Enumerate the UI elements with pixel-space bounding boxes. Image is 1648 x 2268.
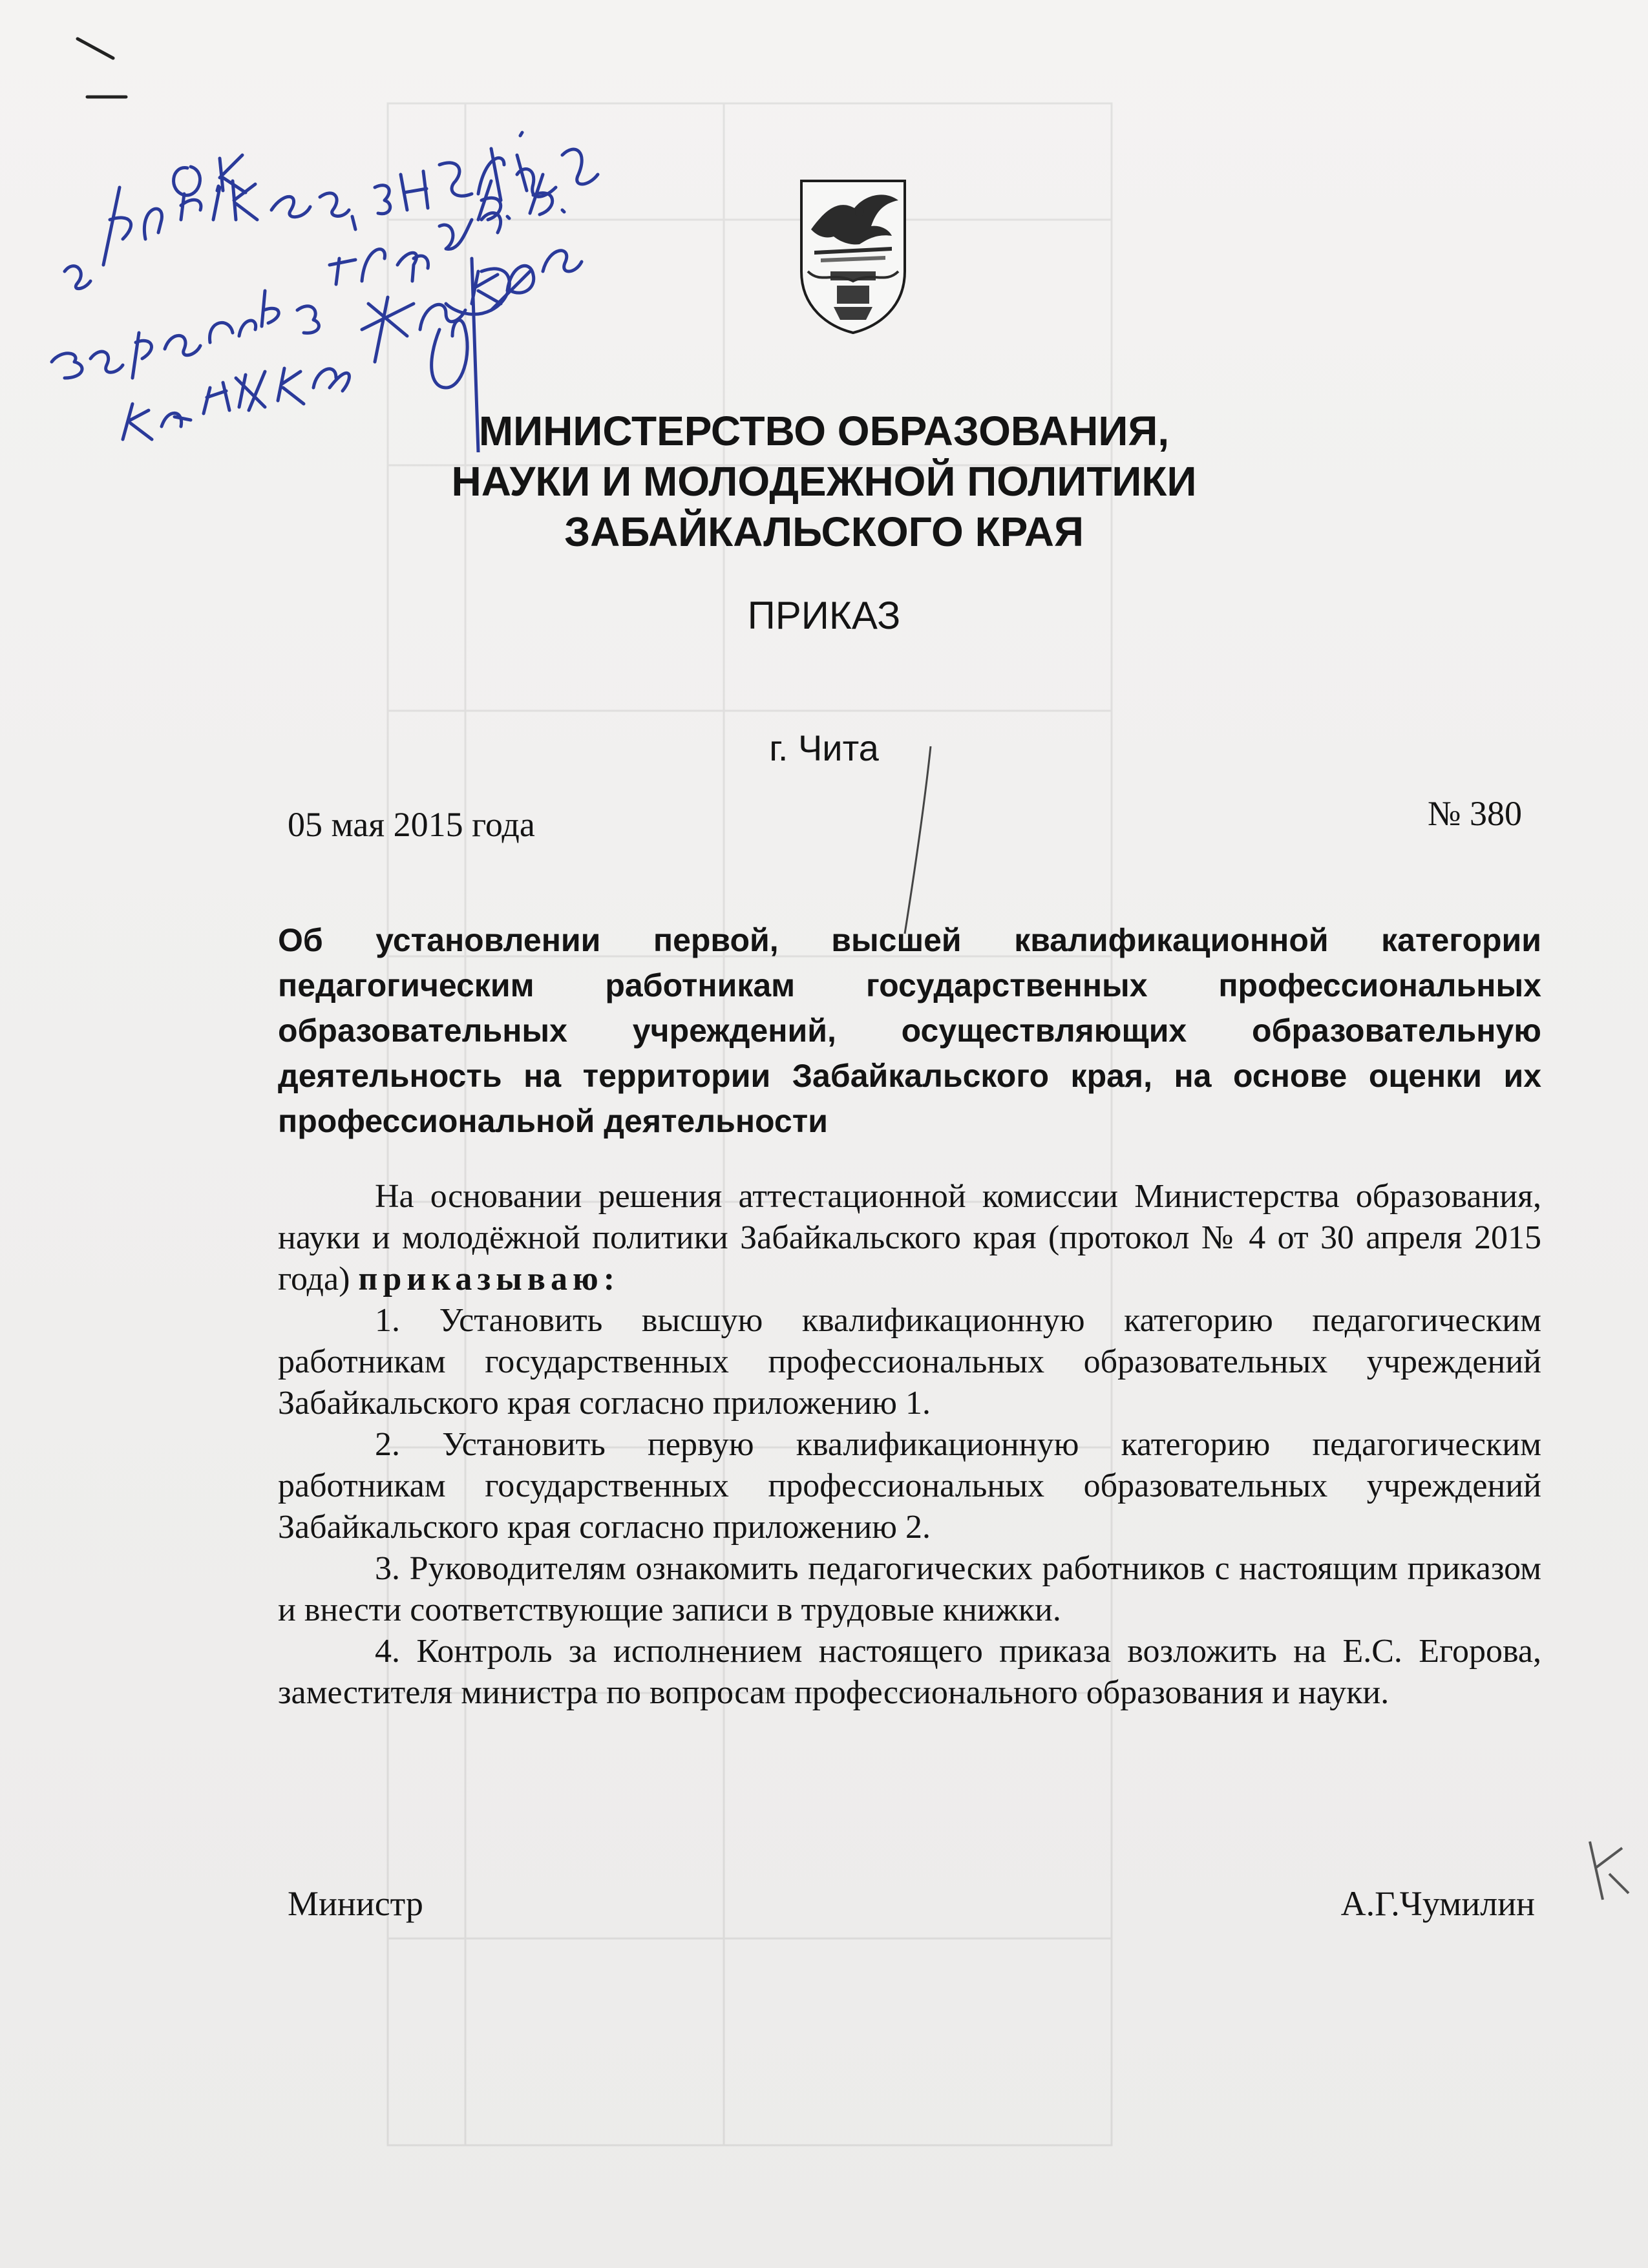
signatory-name: А.Г.Чумилин <box>1340 1884 1535 1923</box>
intro-text: На основании решения аттестационной комиссии Министерства образования, науки и молодёжной политики Забайкальского края (протокол № 4 от 30 апреля 2015 года) <box>278 1178 1541 1297</box>
signatory-role: Министр <box>288 1884 423 1923</box>
ministry-name-line-3: ЗАБАЙКАЛЬСКОГО КРАЯ <box>564 509 1084 555</box>
body-item-3: 3. Руководителям ознакомить педагогических работников с настоящим приказом и внести соответствующие записи в трудовые книжки. <box>278 1550 1541 1628</box>
handwritten-resolution <box>26 26 607 452</box>
document-city: г. Чита <box>769 728 879 768</box>
ministry-name-line-2: НАУКИ И МОЛОДЕЖНОЙ ПОЛИТИКИ <box>451 458 1197 505</box>
coat-of-arms-icon <box>795 174 911 336</box>
body-item-2: 2. Установить первую квалификационную категорию педагогическим работникам государственных профессиональных образовательных учреждений Забайкальского края согласно приложению 2. <box>278 1426 1541 1546</box>
body-item-4: 4. Контроль за исполнением настоящего приказа возложить на Е.С. Егорова, заместителя министра по вопросам профессионального образования и науки. <box>278 1633 1541 1711</box>
edge-ink-mark <box>1577 1829 1635 1913</box>
document-body <box>278 1176 1541 1714</box>
pen-stroke-mark <box>898 743 937 937</box>
document-number: № 380 <box>1427 794 1522 833</box>
document-title: Об установлении первой, высшей квалификационной категории педагогическим работникам государственных профессиональных образовательных учреждений, осуществляющих образовательную деятельность на территории Забайкальского края, на основе оценки их профессиональной деятельности <box>278 922 1541 1139</box>
document-type: ПРИКАЗ <box>747 594 901 637</box>
body-intro <box>278 1176 1541 1300</box>
command-word: приказываю: <box>358 1261 620 1297</box>
body-item-1: 1. Установить высшую квалификационную категорию педагогическим работникам государственных профессиональных образовательных учреждений Забайкальского края согласно приложению 1. <box>278 1302 1541 1422</box>
document-date: 05 мая 2015 года <box>288 805 535 844</box>
ministry-name-line-1: МИНИСТЕРСТВО ОБРАЗОВАНИЯ, <box>478 408 1170 454</box>
